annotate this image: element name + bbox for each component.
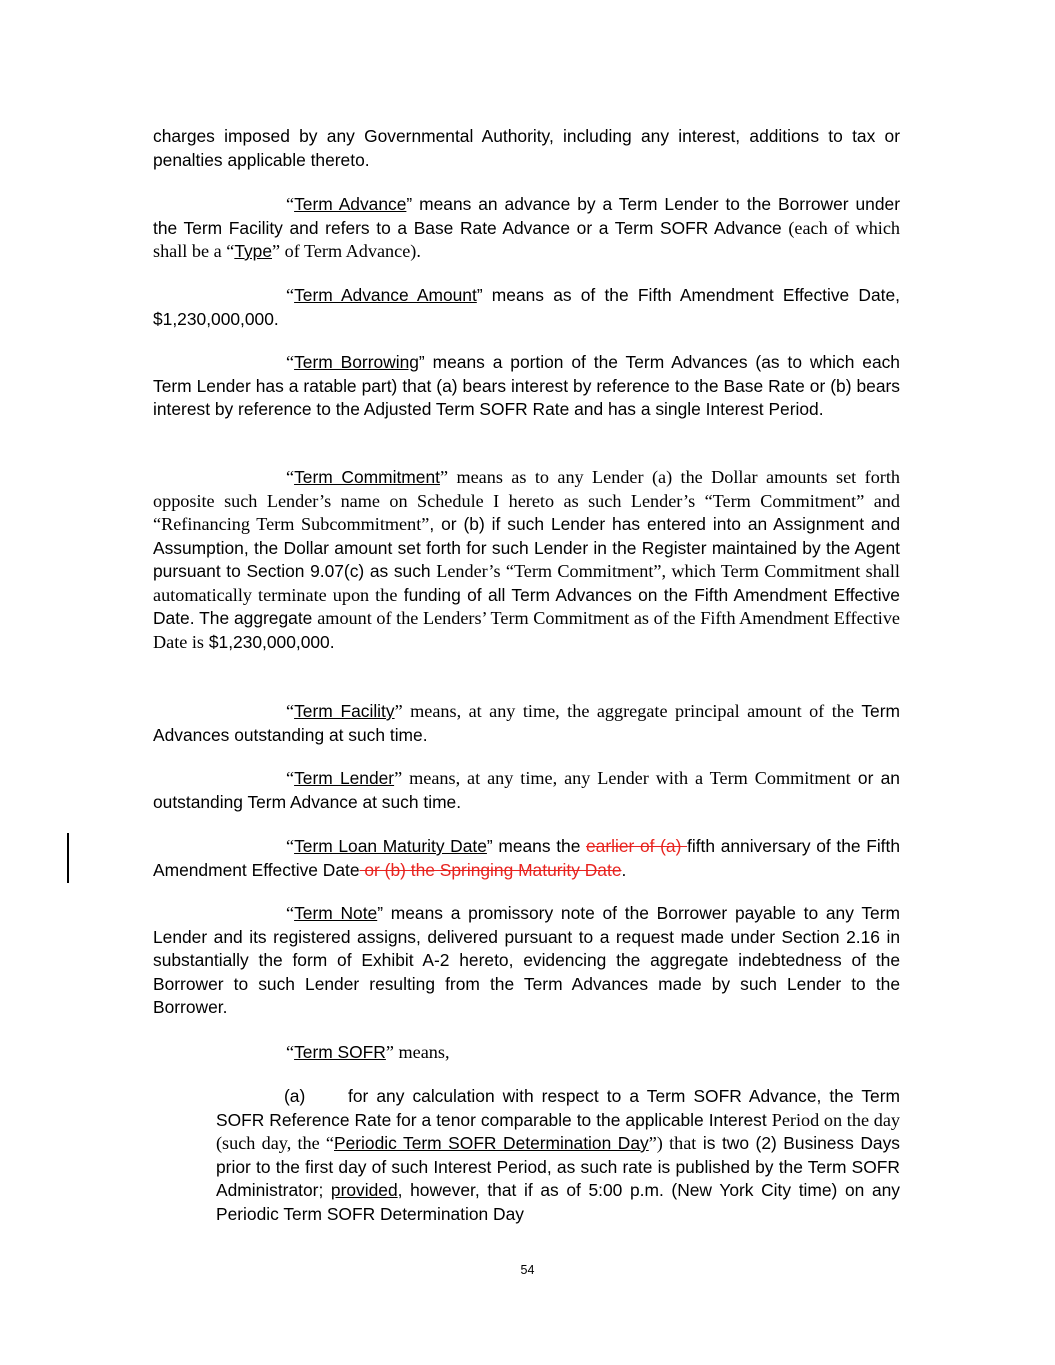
defined-term: Term Loan Maturity Date xyxy=(294,836,487,856)
defined-term: Term Facility xyxy=(294,701,395,721)
clause-a: (a) for any calculation with respect to a Term SOFR Advance, the Term SOFR Reference Rate for a tenor comparable to the applicable Interest Period on the day (such day, the “Periodic Term SOFR Determination Day”) that is two (2) Business Days prior to the first day of such Interest Period, as such rate is published by the Term SOFR Administrator; provided, however, that if as of 5:00 p.m. (New York City time) on any Periodic Term SOFR Determination Day xyxy=(216,1086,900,1224)
defined-term: Term Lender xyxy=(294,768,395,788)
definition-term-advance: “Term Advance” means an advance by a Term Lender to the Borrower under the Term Facility and refers to a Base Rate Advance or a Term SOFR Advance (each of which shall be a “Type” of Term Advance). xyxy=(153,194,901,261)
definition-term-loan-maturity-date: “Term Loan Maturity Date” means the earlier of (a) fifth anniversary of the Fifth Amendment Effective Date or (b) the Springing Maturity Date. xyxy=(153,836,901,880)
definition-term-commitment: “Term Commitment” means as to any Lender (a) the Dollar amounts set forth opposite such Lender’s name on Schedule I hereto as such Lender’s “Term Commitment” and “Refinancing Term Subcommitment”, or (b) if such Lender has entered into an Assignment and Assumption, the Dollar amount set forth for such Lender in the Register maintained by the Agent pursuant to Section 9.07(c) as such Lender’s “Term Commitment”, which Term Commitment shall automatically terminate upon the funding of all Term Advances on the Fifth Amendment Effective Date. The aggregate amount of the Lenders’ Term Commitment as of the Fifth Amendment Effective Date is $1,230,000,000. xyxy=(153,467,901,652)
definition-term-advance-amount: “Term Advance Amount” means as of the Fifth Amendment Effective Date, $1,230,000,000. xyxy=(153,285,900,329)
page-number: 54 xyxy=(520,1263,535,1277)
defined-term: Term Note xyxy=(294,903,378,923)
deleted-text: earlier of (a) xyxy=(586,836,688,856)
continuation-paragraph xyxy=(153,125,900,172)
defined-term: Term Commitment xyxy=(294,467,440,487)
defined-term: Term Advance xyxy=(294,194,407,214)
continuation-text: charges imposed by any Governmental Authority, including any interest, additions to tax or penalties applicable thereto. xyxy=(153,126,900,170)
definition-term-lender: “Term Lender” means, at any time, any Lender with a Term Commitment or an outstanding Term Advance at such time. xyxy=(153,768,900,812)
defined-term: Term Borrowing xyxy=(294,352,419,372)
revision-change-bar xyxy=(67,833,69,883)
definition-term-note: “Term Note” means a promissory note of the Borrower payable to any Term Lender and its registered assigns, delivered pursuant to a request made under Section 2.16 in substantially the form of Exhibit A-2 hereto, evidencing the aggregate indebtedness of the Borrower to such Lender resulting from the Term Advances made by such Lender to the Borrower. xyxy=(153,903,900,1017)
definition-term-facility: “Term Facility” means, at any time, the aggregate principal amount of the Term Advances outstanding at such time. xyxy=(153,701,900,745)
defined-term: Term Advance Amount xyxy=(294,285,477,305)
provided-term: provided xyxy=(330,1180,398,1200)
definition-term-borrowing: “Term Borrowing” means a portion of the Term Advances (as to which each Term Lender has a ratable part) that (a) bears interest by reference to the Base Rate or (b) bears interest by reference to the Adjusted Term SOFR Rate and has a single Interest Period. xyxy=(153,352,900,419)
defined-term: Periodic Term SOFR Determination Day xyxy=(334,1133,649,1153)
clause-label: (a) xyxy=(284,1086,306,1106)
definition-term-sofr: “Term SOFR” means, xyxy=(286,1042,450,1062)
defined-term: Term SOFR xyxy=(294,1042,386,1062)
defined-term-type: Type xyxy=(234,241,273,261)
deleted-text: or (b) the Springing Maturity Date xyxy=(359,859,622,880)
